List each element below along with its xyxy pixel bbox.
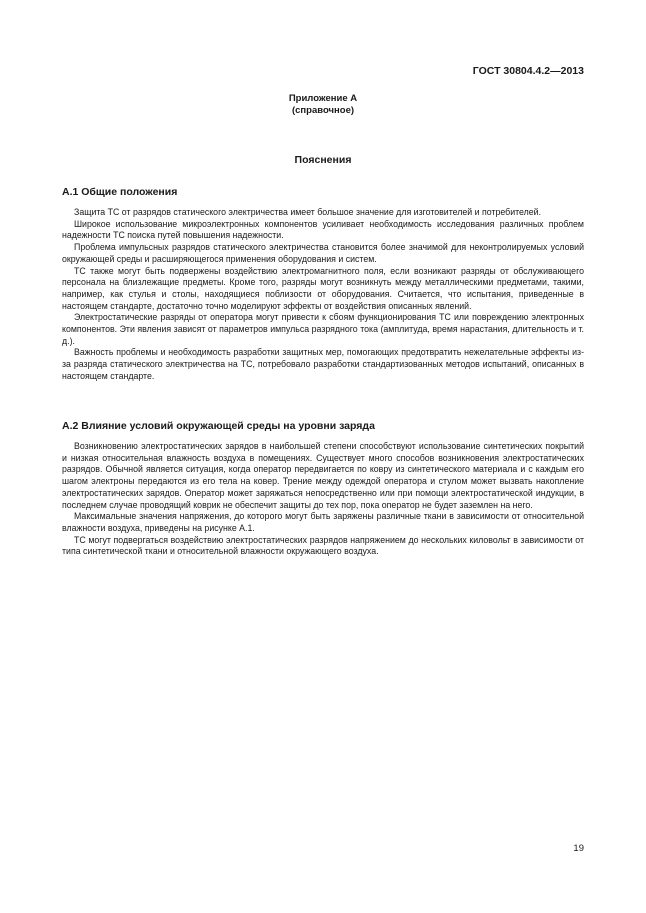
paragraph: Электростатические разряды от оператора могут привести к сбоям функционирования ТС или повреждению электронных компонентов. Эти явления зависят от параметров импульса разрядного тока (амплитуда, время нарастания, длительность и т. д.).: [62, 312, 584, 346]
section-a2: [62, 420, 584, 558]
paragraph: Важность проблемы и необходимость разработки защитных мер, помогающих предотвратить нежелательные эффекты из-за разряда статического электричества на ТС, потребовало разработки стандартизованных методов испытаний, описанных в настоящем стандарте.: [62, 347, 584, 381]
annex-heading: [0, 93, 646, 117]
annex-kind: (справочное): [291, 105, 355, 116]
document-code: ГОСТ 30804.4.2—2013: [472, 65, 584, 77]
paragraph: Максимальные значения напряжения, до которого могут быть заряжены различные ткани в зависимости от относительной влажности воздуха, приведены на рисунке А.1.: [62, 511, 584, 533]
annex-label: Приложение А: [288, 93, 358, 104]
paragraph: Проблема импульсных разрядов статического электричества становится более значимой для неконтролируемых условий окружающей среды и расширяющегося применения оборудования и систем.: [62, 242, 584, 264]
paragraph: ТС также могут быть подвержены воздействию электромагнитного поля, если возникают разряды от обслуживающего персонала на близлежащие предметы. Кроме того, разряды могут возникнуть между металлическими предметами, такими, например, как стулья и столы, находящиеся поблизости от оборудования. Считается, что испытания, приведенные в настоящем стандарте, достаточно точно моделируют эффекты от воздействия описанных явлений.: [62, 265, 584, 311]
paragraph: Защита ТС от разрядов статического электричества имеет большое значение для изготовителей и потребителей.: [74, 207, 542, 217]
paragraph: ТС могут подвергаться воздействию электростатических разрядов напряжением до нескольких киловольт в зависимости от типа синтетической ткани и относительной влажности окружающего воздуха.: [62, 534, 584, 557]
paragraph: Широкое использование микроэлектронных компонентов усиливает необходимость исследования различных проблем надежности ТС поиска путей повышения надежности.: [62, 218, 584, 241]
section-heading: А.1 Общие положения: [62, 186, 178, 198]
section-a1: [62, 186, 584, 383]
section-heading: А.2 Влияние условий окружающей среды на уровни заряда: [62, 420, 375, 432]
page-title: Пояснения: [294, 154, 352, 166]
paragraph: Возникновению электростатических зарядов в наибольшей степени способствуют использование синтетических покрытий и низкая относительная влажность воздуха в помещениях. Существует много способов возникновения электростатических разрядов. Обычной является ситуация, когда оператор передвигается по ковру из синтетического материала и с каждым его шагом электроны передаются из его тела на ковер. Трение между одеждой оператора и стулом может вызвать накопление электростатических зарядов. Оператор может заряжаться непосредственно или при помощи электростатической индукции, в последнем случае проводящий коврик не обеспечит защиты до тех пор, пока оператор не будет заземлен на него.: [62, 441, 584, 510]
page-number: 19: [573, 843, 584, 854]
